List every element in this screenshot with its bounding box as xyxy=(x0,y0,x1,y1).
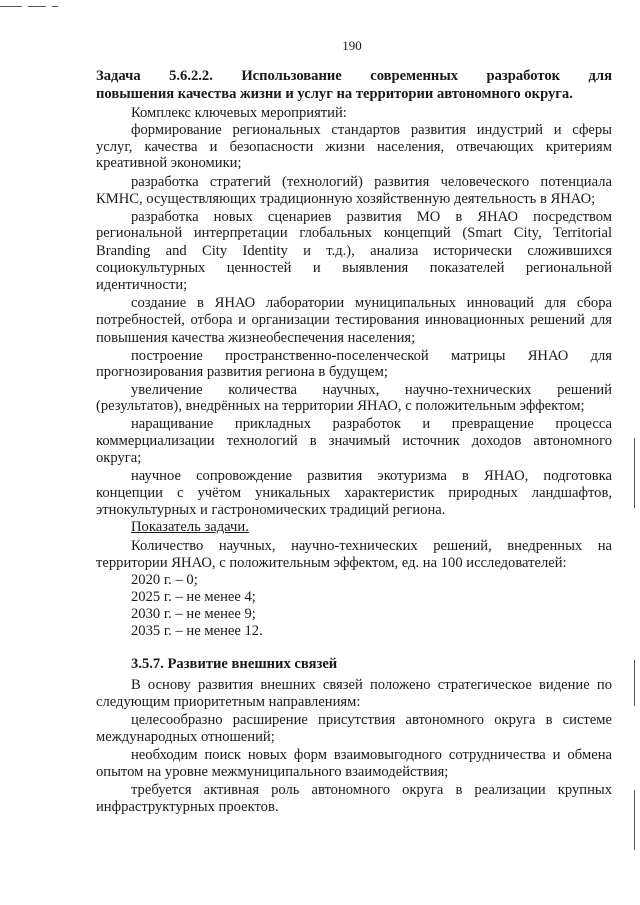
scan-mark-right-edge xyxy=(634,660,635,706)
measure-line: (результатов), внедрённых на территории ЯНАО, с положительным эффектом; xyxy=(96,398,585,414)
measure-line: Branding and City Identity и т.д.), анализа исторически сложившихся xyxy=(96,243,612,259)
task-intro: Комплекс ключевых мероприятий: xyxy=(131,105,347,121)
measure-line: концепции с учётом уникальных характеристик природных ландшафтов, xyxy=(96,485,612,501)
scan-mark-right-edge xyxy=(634,438,635,508)
indicator-text-line: Количество научных, научно-технических решений, внедренных на xyxy=(131,538,612,554)
section-intro-line: следующим приоритетным направлениям: xyxy=(96,694,361,710)
measure-line: повышения качества жизнеобеспечения населения; xyxy=(96,330,416,346)
measure-line: разработка стратегий (технологий) развития человеческого потенциала xyxy=(131,174,612,190)
section-item-line: опытом на уровне межмуниципального взаимодействия; xyxy=(96,764,449,780)
target-value: 2025 г. – не менее 4; xyxy=(131,589,256,605)
indicator-text-line: территории ЯНАО, с положительным эффектом, ед. на 100 исследователей: xyxy=(96,555,567,571)
page-number: 190 xyxy=(342,38,362,53)
section-item-line: требуется активная роль автономного округа в реализации крупных xyxy=(131,782,612,798)
measure-line: креативной экономики; xyxy=(96,155,242,171)
measure-line: социокультурных ценностей и выявления показателей региональной xyxy=(96,260,612,276)
measure-line: научное сопровождение развития экотуризма в ЯНАО, подготовка xyxy=(131,468,612,484)
measure-line: увеличение количества научных, научно-технических решений xyxy=(131,382,612,398)
scan-mark-right-edge xyxy=(634,790,635,850)
measure-line: прогнозирования развития региона в будущем; xyxy=(96,364,388,380)
target-value: 2030 г. – не менее 9; xyxy=(131,606,256,622)
task-title-line: повышения качества жизни и услуг на территории автономного округа. xyxy=(96,86,573,102)
section-item-line: необходим поиск новых форм взаимовыгодного сотрудничества и обмена xyxy=(131,747,612,763)
measure-line: создание в ЯНАО лаборатории муниципальных инноваций для сбора xyxy=(131,295,612,311)
section-intro-line: В основу развития внешних связей положено стратегическое видение по xyxy=(131,677,612,693)
measure-line: коммерциализации технологий в значимый источник доходов автономного xyxy=(96,433,612,449)
scan-mark-top-left xyxy=(28,6,46,7)
measure-line: потребностей, отбора и организации тестирования инновационных решений для xyxy=(96,312,612,328)
scan-mark-top-left xyxy=(0,6,22,7)
section-heading: 3.5.7. Развитие внешних связей xyxy=(131,656,338,672)
measure-line: построение пространственно-поселенческой матрицы ЯНАО для xyxy=(131,348,612,364)
measure-line: наращивание прикладных разработок и превращение процесса xyxy=(131,416,612,432)
section-item-line: целесообразно расширение присутствия автономного округа в системе xyxy=(131,712,612,728)
measure-line: этнокультурных и гастрономических традиций региона. xyxy=(96,502,446,518)
measure-line: КМНС, осуществляющих традиционную хозяйственную деятельность в ЯНАО; xyxy=(96,191,596,207)
measure-line: формирование региональных стандартов развития индустрий и сферы xyxy=(131,122,612,138)
target-value: 2035 г. – не менее 12. xyxy=(131,623,263,639)
section-item-line: инфраструктурных проектов. xyxy=(96,799,279,815)
measure-line: идентичности; xyxy=(96,277,188,293)
target-value: 2020 г. – 0; xyxy=(131,572,198,588)
measure-line: разработка новых сценариев развития МО в ЯНАО посредством xyxy=(131,209,612,225)
scan-mark-top-left xyxy=(52,6,58,7)
measure-line: округа; xyxy=(96,450,142,466)
measure-line: услуг, качества и безопасности жизни населения, отвечающих критериям xyxy=(96,139,612,155)
measure-line: региональной интерпретации глобальных концепций (Smart City, Territorial xyxy=(96,225,612,241)
indicator-label: Показатель задачи. xyxy=(131,519,249,535)
section-item-line: международных отношений; xyxy=(96,729,275,745)
task-title-line: Задача 5.6.2.2. Использование современных разработок для xyxy=(96,68,612,84)
